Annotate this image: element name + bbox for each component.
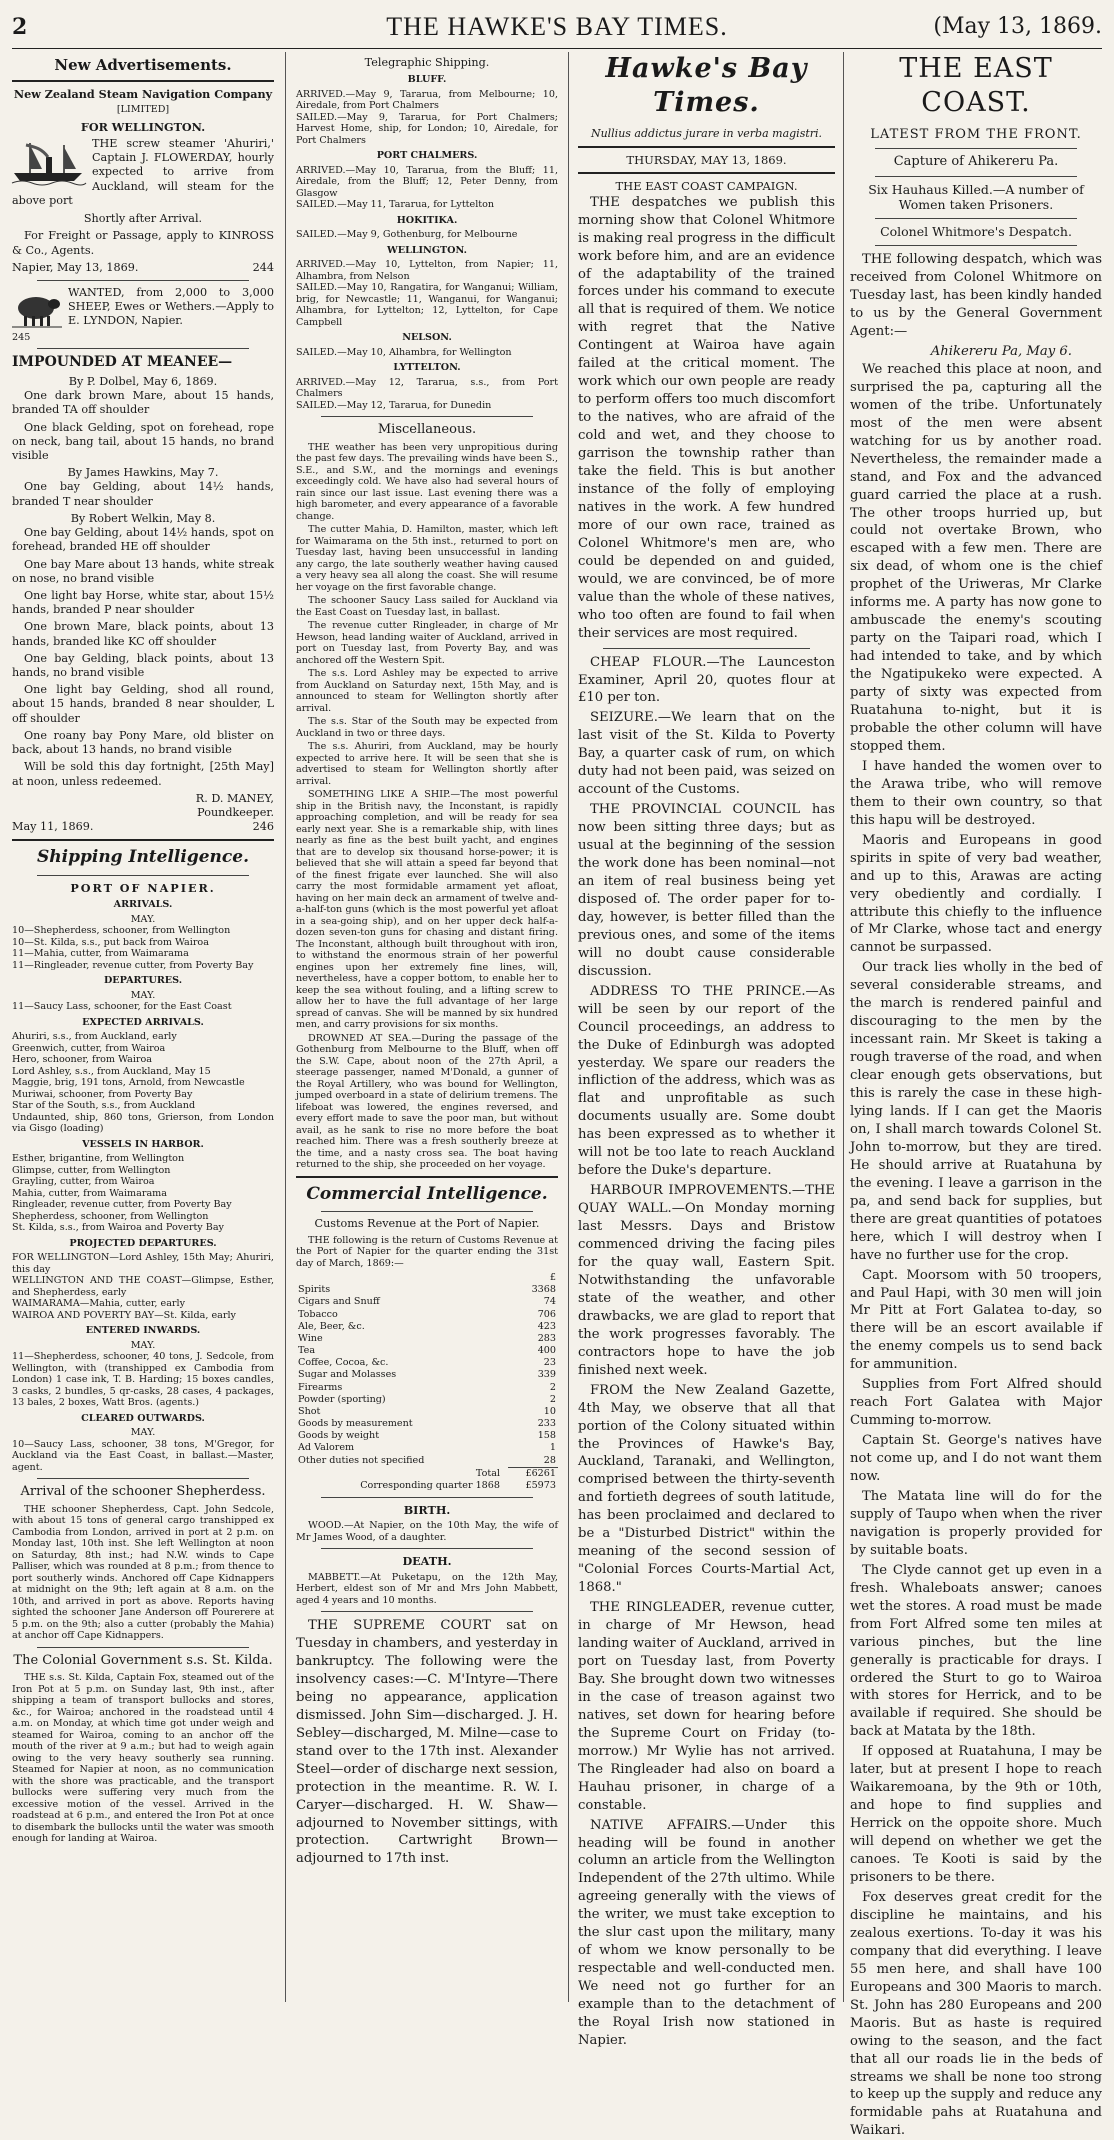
revenue-row [296,1455,558,1468]
revenue-amount: 283 [537,1332,556,1344]
revenue-item: Goods by measurement [298,1418,413,1430]
steamer-icon [12,139,86,187]
currency-symbol: £ [549,1272,556,1284]
revenue-amount: 28 [543,1454,556,1466]
issue-date: (May 13, 1869. [933,14,1102,39]
section-heading: New Advertisements. [54,56,232,74]
section-heading: Miscellaneous. [377,422,477,438]
editorial-body: THE despatches we publish this morning show that Colonel Whitmore is making real progress in the difficult work before him, and are an evidence of the adaptability of the trained forces under his command to execute all that is required of them. We notice with regret that the Native Contingent at Wairoa have again failed at the critical moment. The work which our own people are ready to perform offers too much discomfort to the natives, who are afraid of the cold and wet, and they choose to garrison the township rather than take the field. This is but another instance of the folly of employing natives in the work. A few hundred more of our own race, trained as Colonel Whitmore's men are, who could be depended on and guided, would, we are convinced, be of more value than the whole of these natives, who too often are found to fail when their services are most required. CHEAP FLOUR.—The Launceston Examiner, April 20, quotes flour at £10 per ton. SEIZURE.—We learn that on the last visit of the St. Kilda to Poverty Bay, a quarter cask of rum, on which duty had not been paid, was seized on account of the Customs. THE PROVINCIAL COUNCIL has now been sitting three days; but as usual at the beginning of the session the work done has been nominal—not an item of real business being yet disposed of. The order paper for to-day, however, is better filled than the previous ones, and some of the items will no doubt cause considerable discussion. ADDRESS TO THE PRINCE.—As will be seen by our report of the Council proceedings, an address to the Duke of Edinburgh was adopted yesterday. We spare our readers the infliction of the address, which was as flat and unprofitable as such documents usually are. Some doubt has been expressed as to whether it will not be too late to reach Auckland before the Duke's departure. HARBOUR IMPROVEMENTS.—THE QUAY WALL.—On Monday morning last Messrs. Days and Bristow commenced driving the facing piles for the quay wall, Eastern Spit. Notwithstanding the unfavorable state of the weather, and other drawbacks, we are glad to report that the work progresses favorably. The contractors hope to have the job finished next week. FROM the New Zealand Gazette, 4th May, we observe that all that portion of the Colony situated within the Provinces of Hawke's Bay, Auckland, Taranaki, and Wellington, comprised between the thirty-seventh and fortieth degrees of south latitude, has been proclaimed and declared to be a "Disturbed District" within the meaning of the second session of "Colonial Forces Courts-Martial Act, 1868." THE RINGLEADER, revenue cutter, in charge of Mr Hewson, head landing waiter of Auckland, arrived in port on Tuesday last, from Poverty Bay. She brought down two witnesses in the case of treason against two natives, set down for hearing before the Supreme Court on Friday (to-morrow.) Mr Wylie has not arrived. The Ringleader had also on board a Hauhau prisoner, in charge of a constable. NATIVE AFFAIRS.—Under this heading will be found in another column an article from the Wellington Independent of the 27th ultimo. While agreeing generally with the views of the writer, we must take exception to the slur cast upon the military, many of whom we know personally to be respectable and well-conducted men. We need not go further for an example than to the detachment of the Royal Irish now stationed in Napier. [578,194,835,2048]
revenue-item: Tea [298,1345,316,1357]
revenue-item: Goods by weight [298,1430,380,1442]
revenue-row [296,1430,558,1442]
column-rule [568,52,569,2002]
masthead [12,8,1102,49]
page-number: 2 [12,14,28,40]
revenue-item: Ale, Beer, &c. [298,1320,365,1332]
revenue-amount: 400 [537,1345,556,1357]
section-heading: THE EAST COAST CAMPAIGN. [615,179,798,194]
revenue-amount: 233 [537,1418,556,1430]
revenue-row [296,1345,558,1357]
revenue-amount: 74 [543,1296,556,1308]
column-editorial: Hawke's Bay Times. Nullius addictus jurare in verba magistri. THURSDAY, MAY 13, 1869. THE EAST COAST CAMPAIGN. THE despatches we publish this morning show that Colonel Whitmore is making real progress in the difficult work before him, and are an evidence of the adaptability of the trained forces under his command to execute all that is required of them. We notice with regret that the Native Contingent at Wairoa have again failed at the critical moment. The work which our own people are ready to perform offers too much discomfort to the natives, who are afraid of the cold and wet, and they choose to garrison the township rather than take the field. This is but another instance of the folly of employing natives in the work. A few hundred more of our own race, trained as Colonel Whitmore's men are, who could be depended on and guided, would, we are convinced, be of more value than the whole of these natives, who too often are found to fail when their services are most required. CHEAP FLOUR.—The Launceston Examiner, April 20, quotes flour at £10 per ton. SEIZURE.—We learn that on the last visit of the St. Kilda to Poverty Bay, a quarter cask of rum, on which duty had not been paid, was seized on account of the Customs. THE PROVINCIAL COUNCIL has now been sitting three days; but as usual at the beginning of the session the work done has been nominal—not an item of real business being yet disposed of. The order paper for to-day, however, is better filled than the previous ones, and some of the items will no doubt cause considerable discussion. ADDRESS TO THE PRINCE.—As will be seen by our report of the Council proceedings, an address to the Duke of Edinburgh was adopted yesterday. We spare our readers the infliction of the address, which was as flat and unprofitable as such documents usually are. Some doubt has been expressed as to whether it will not be too late to reach Auckland before the Duke's departure. HARBOUR IMPROVEMENTS.—THE QUAY WALL.—On Monday morning last Messrs. Days and Bristow commenced driving the facing piles for the quay wall, Eastern Spit. Notwithstanding the unfavorable state of the weather, and other drawbacks, we are glad to report that the work progresses favorably. The contractors hope to have the job finished next week. FROM the New Zealand Gazette, 4th May, we observe that all that portion of the Colony situated within the Provinces of Hawke's Bay, Auckland, Taranaki, and Wellington, comprised between the thirty-seventh and fortieth degrees of south latitude, has been proclaimed and declared to be a "Disturbed District" within the meaning of the second session of "Colonial Forces Courts-Martial Act, 1868." THE RINGLEADER, revenue cutter, in charge of Mr Hewson, head landing waiter of Auckland, arrived in port on Tuesday last, from Poverty Bay. She brought down two witnesses in the case of treason against two natives, set down for hearing before the Supreme Court on Friday (to-morrow.) Mr Wylie has not arrived. The Ringleader had also on board a Hauhau prisoner, in charge of a constable. NATIVE AFFAIRS.—Under this heading will be found in another column an article from the Wellington Independent of the 27th ultimo. While agreeing generally with the views of the writer, we must take exception to the slur cast upon the military, many of whom we know personally to be respectable and well-conducted men. We need not go further for an example than to the detachment of the Royal Irish now stationed in Napier. [578,53,835,2048]
revenue-item: Tobacco [298,1308,338,1320]
revenue-item: Coffee, Cocoa, &c. [298,1357,389,1369]
revenue-amount: 339 [537,1369,556,1381]
revenue-row [296,1296,558,1308]
revenue-item: Powder (sporting) [298,1393,386,1405]
newspaper-title: THE HAWKE'S BAY TIMES. [386,12,728,41]
revenue-item: Cigars and Snuff [298,1296,380,1308]
column-rule [285,52,286,2002]
section-heading: Telegraphic Shipping. [364,56,490,69]
miscellaneous-items: THE weather has been very unpropitious during the past few days. The prevailing winds have been S., S.E., and S.W., and the mornings and evenings exceedingly cold. We have also had several hours of rain since our last issue. Last evening there was a high barometer, and every appearance of a favorable change. The cutter Mahia, D. Hamilton, master, which left for Waimarama on the 5th inst., returned to port on Tuesday last, having been unsuccessful in landing any cargo, the late southerly weather having caused a very heavy sea all along the coast. She will resume her voyage on the first favorable change. The schooner Saucy Lass sailed for Auckland via the East Coast on Tuesday last, in ballast. The revenue cutter Ringleader, in charge of Mr Hewson, head landing waiter of Auckland, arrived in port on Tuesday last, from Poverty Bay, and was anchored off the Western Spit. The s.s. Lord Ashley may be expected to arrive from Auckland on Saturday next, 15th May, and is announced to steam for Wellington shortly after arrival. The s.s. Star of the South may be expected from Auckland in two or three days. The s.s. Ahuriri, from Auckland, may be hourly expected to arrive here. It will be seen that she is advertised to steam for Wellington shortly after arrival. SOMETHING LIKE A SHIP.—The most powerful ship in the British navy, the Inconstant, is rapidly approaching completion, and will be ready for sea early next year. She is a remarkable ship, with lines nearly as fine as the best built yacht, and engines that are to develop six thousand horse-power; it is believed that she will attain a speed far beyond that of the finest frigate ever launched. She will also carry the most formidable armament yet afloat, having on her main deck an armament of twelve and-a-half-ton guns (which is the most powerful yet afloat in a sea-going ship), and on her upper deck half-a-dozen seven-ton guns for chasing and distant firing. The Inconstant, although built throughout with iron, to withstand the enormous strain of her powerful engines upon her extremely fine lines, will, nevertheless, have a copper bottom, to enable her to keep the sea without fouling, and a lifting screw to allow her to have the full advantage of her large spread of canvas. She will be manned by six hundred men, and carry provisions for six months. DROWNED AT SEA.—During the passage of the Gothenburg from Melbourne to the Bluff, when off the S.W. Cape, about noon of the 27th April, a steerage passenger, named M'Donald, a gunner of the Royal Artillery, who was bound for Wellington, jumped overboard in a state of delirium tremens. The lifeboat was lowered, the engines reversed, and every effort made to save the poor man, but without avail, as he sank to rise no more before the boat reached him. There was a fresh southerly breeze at the time, and a nasty cross sea. The boat having returned to the ship, she proceeded on her voyage. [296,441,558,1171]
column-east-coast: THE EAST COAST. LATEST FROM THE FRONT. Capture of Ahikereru Pa. Six Hauhaus Killed.—A number of Women taken Prisoners. Colonel Whitmore's Despatch. THE following despatch, which was received from Colonel Whitmore on Tuesday last, has been kindly handed to us by the General Government Agent:— Ahikereru Pa, May 6. We reached this place at noon, and surprised the pa, capturing all the women of the tribe. Unfortunately most of the men were absent watching for us by another road. Nevertheless, the remainder made a stand, and Fox and the advanced guard carried the place at a rush. The other troops hurried up, but could not overtake Brown, who escaped with a few men. There are six dead, of whom one is the chief prophet of the Uriweras, Mr Clarke informs me. A party has now gone to ambuscade the enemy's scouting party on the Taipari road, which I had intended to take, and by which the Ngatipukeko were expected. A party of sixty was expected from Ruatahuna to-night, but it is probable the other column will have stopped them. I have handed the women over to the Arawa tribe, who will remove them to their own country, so that this hapu will be destroyed. Maoris and Europeans in good spirits in spite of very bad weather, and up to this, Arawas are acting very obediently and cordially. I attribute this chiefly to the influence of Mr Clarke, whose tact and energy cannot be surpassed. Our track lies wholly in the bed of several considerable streams, and the march is rendered painful and discouraging to the men by the incessant rain. Mr Skeet is taking a rough traverse of the road, and when clear enough gets observations, but this is rarely the case in these high-lying lands. If I can get the Maoris on, I shall march towards Colonel St. John to-morrow, but they are tired. He should arrive at Ruatahuna by the evening. I leave a garrison in the pa, and send back for supplies, but there are great quantities of potatoes here, which I will destroy when I have no further use for the crop. Capt. Moorsom with 50 troopers, and Paul Hapi, with 30 men will join Mr Pitt at Fort Galatea to-day, so there will be an escort available if the enemy compels us to send back for ammunition. Supplies from Fort Alfred should reach Fort Galatea with Major Cumming to-morrow. Captain St. George's natives have not come up, and I do not want them now. The Matata line will do for the supply of Taupo when when the river navigation is properly provided for by suitable boats. The Clyde cannot get up even in a fresh. Whaleboats answer; canoes wet the stores. A road must be made from Fort Alfred some ten miles at various pinches, but the line generally is practicable for drays. I ordered the Sturt to go to Wairoa with stores for Herrick, and to be available if required. She should be back at Matata by the 18th. If opposed at Ruatahuna, I may be later, but at present I hope to reach Waikaremoana, by the 9th or 10th, and hope to find supplies and Herrick on the oppoite shore. Much will depend on whether we get the canoes. Te Kooti is said by the prisoners to be there. Fox deserves great credit for the discipline he maintains, and his zealous exertions. To-day it was his company that did everything. I leave 55 men here, and shall have 100 Europeans and 300 Maoris to march. St. John has 280 Europeans and 200 Maoris. But as haste is required owing to the season, and the fact that all our roads lie in the beds of streams we shall be none too strong to keep up the supply and reduce any formidable pahs at Ruatahuna and Waikari. [850,53,1102,2139]
newspaper-page [12,8,1102,2139]
revenue-item: Firearms [298,1381,343,1393]
revenue-row [296,1357,558,1369]
revenue-row [296,1394,558,1406]
sheep-icon [12,288,62,330]
revenue-item: Wine [298,1332,323,1344]
impounded-heading: IMPOUNDED AT MEANEE— [12,354,233,371]
shipping-lists: ARRIVALS. MAY. 10—Shepherdess, schooner, from Wellington 10—St. Kilda, s.s., put back from Wairoa 11—Mahia, cutter, from Waimarama 11—Ringleader, revenue cutter, from Poverty Bay DEPARTURES. MAY. 11—Saucy Lass, schooner, for the East Coast EXPECTED ARRIVALS. Ahuriri, s.s., from Auckland, early Greenwich, cutter, from Wairoa Hero, schooner, from Wairoa Lord Ashley, s.s., from Auckland, May 15 Maggie, brig, 191 tons, Arnold, from Newcastle Muriwai, schooner, from Poverty Bay Star of the South, s.s., from Auckland Undaunted, ship, 860 tons, Grierson, from London via Gisgo (loading) VESSELS IN HARBOR. Esther, brigantine, from Wellington Glimpse, cutter, from Wellington Grayling, cutter, from Wairoa Mahia, cutter, from Waimarama Ringleader, revenue cutter, from Poverty Bay Shepherdess, schooner, from Wellington St. Kilda, s.s., from Wairoa and Poverty Bay PROJECTED DEPARTURES. FOR WELLINGTON—Lord Ashley, 15th May; Ahuriri, this day WELLINGTON AND THE COAST—Glimpse, Esther, and Shepherdess, early WAIMARAMA—Mahia, cutter, early WAIROA AND POVERTY BAY—St. Kilda, early ENTERED INWARDS. MAY. 11—Shepherdess, schooner, 40 tons, J. Sedcole, from Wellington, with (transhipped ex Cambodia from London) 1 case ink, T. B. Harding; 15 boxes candles, 3 casks, 2 bundles, 5 qr-casks, 28 cases, 4 packages, 13 bales, 2 boxes, Watt Bros. (agents.) CLEARED OUTWARDS. MAY. 10—Saucy Lass, schooner, 38 tons, M'Gregor, for Auckland via the East Coast, in ballast.—Master, agent. [12,899,274,1473]
revenue-row [296,1321,558,1333]
column-shipping-commercial: Telegraphic Shipping. BLUFF. ARRIVED.—May 9, Tararua, from Melbourne; 10, Airedale, from Port Chalmers SAILED.—May 9, Tararua, for Port Chalmers; Harvest Home, ship, for London; 10, Airedale, for Port Chalmers PORT CHALMERS. ARRIVED.—May 10, Tararua, from the Bluff; 11, Airedale, from the Bluff; 12, Peter Denny, from Glasgow SAILED.—May 11, Tararua, for Lyttelton HOKITIKA. SAILED.—May 9, Gothenburg, for Melbourne WELLINGTON. ARRIVED.—May 10, Lyttelton, from Napier; 11, Alhambra, from Nelson SAILED.—May 10, Rangatira, for Wanganui; William, brig, for Newcastle; 11, Wanganui, for Wanganui; Alhambra, for Lyttelton; 12, Lyttelton, for Cape Campbell NELSON. SAILED.—May 10, Alhambra, for Wellington LYTTELTON. ARRIVED.—May 12, Tararua, s.s., from Port Chalmers SAILED.—May 12, Tararua, for Dunedin Miscellaneous. THE weather has been very unpropitious during the past few days. The prevailing winds have been S., S.E., and S.W., and the mornings and evenings exceedingly cold. We have also had several hours of rain since our last issue. Last evening there was a high barometer, and every appearance of a favorable change. The cutter Mahia, D. Hamilton, master, which left for Waimarama on the 5th inst., returned to port on Tuesday last, having been unsuccessful in landing any cargo, the late southerly weather having caused a very heavy sea all along the coast. She will resume her voyage on the first favorable change. The schooner Saucy Lass sailed for Auckland via the East Coast on Tuesday last, in ballast. The revenue cutter Ringleader, in charge of Mr Hewson, head landing waiter of Auckland, arrived in port on Tuesday last, from Poverty Bay, and was anchored off the Western Spit. The s.s. Lord Ashley may be expected to arrive from Auckland on Saturday next, 15th May, and is announced to steam for Wellington shortly after arrival. The s.s. Star of the South may be expected from Auckland in two or three days. The s.s. Ahuriri, from Auckland, may be hourly expected to arrive here. It will be seen that she is advertised to steam for Wellington shortly after arrival. SOMETHING LIKE A SHIP.—The most powerful ship in the British navy, the Inconstant, is rapidly approaching completion, and will be ready for sea early next year. She is a remarkable ship, with lines nearly as fine as the best built yacht, and engines that are to develop six thousand horse-power; it is believed that she will attain a speed far beyond that of the finest frigate ever launched. She will also carry the most formidable armament yet afloat, having on her main deck an armament of twelve and-a-half-ton guns (which is the most powerful yet afloat in a sea-going ship), and on her upper deck half-a-dozen seven-ton guns for chasing and distant firing. The Inconstant, although built throughout with iron, to withstand the enormous strain of her powerful engines upon her extremely fine lines, will, nevertheless, have a copper bottom, to enable her to keep the sea without fouling, and a lifting screw to allow her to have the full advantage of her large spread of canvas. She will be manned by six hundred men, and carry provisions for six months. DROWNED AT SEA.—During the passage of the Gothenburg from Melbourne to the Bluff, when off the S.W. Cape, about noon of the 27th April, a steerage passenger, named M'Donald, a gunner of the Royal Artillery, who was bound for Wellington, jumped overboard in a state of delirium tremens. The lifeboat was lowered, the engines reversed, and every effort made to save the poor man, but without avail, as he sank to rise no more before the boat reached him. There was a fresh southerly breeze at the time, and a nasty cross sea. The boat having returned to the ship, she proceeded on her voyage. Commercial Intelligence. Customs Revenue at the Port of Napier. THE following is the return of Customs Revenue at the Port of Napier for the quarter ending the 31st day of March, 1869:— £ Spirits 3368 Cigars and Snuff 74 Tobacco 706 Ale, Beer, &c. 423 Wine 283 Tea 400 Coffee, Cocoa, &c. 23 Sugar and Molasses 339 Firearms 2 Powder (sporting) 2 Shot 10 Goods by measurement 233 Goods by weight 158 Ad Valorem 1 Other duties not specified 28 Total £6261 Corresponding quarter 1868 £5973 BIRTH. WOOD.—At Napier, on the 10th May, the wife of Mr James Wood, of a daughter. DEATH. MABBETT.—At Puketapu, on the 12th May, Herbert, eldest son of Mr and Mrs John Mabbett, aged 4 years and 10 months. THE SUPREME COURT sat on Tuesday in chambers, and yesterday in bankruptcy. The following were the insolvency cases:—C. M'Intyre—There being no appearance, application dismissed. John Sim—discharged. J. H. Sebley—discharged, M. Milne—case to stand over to the 17th inst. Alexander Steel—order of discharge next session, protection in the meantime. R. W. I. Caryer—discharged. H. W. Shaw—adjourned to November sittings, with protection. Cartwright Brown—adjourned to 17th inst. [296,56,558,1867]
revenue-item: Ad Valorem [298,1442,355,1454]
revenue-row [296,1369,558,1381]
revenue-amount: 158 [537,1430,556,1442]
revenue-row [296,1418,558,1430]
commercial-heading: Commercial Intelligence. [306,1183,548,1204]
shipping-heading: Shipping Intelligence. [37,847,249,868]
revenue-amount: 2 [549,1381,556,1393]
column-rule [843,52,844,2002]
revenue-item: Spirits [298,1284,331,1296]
revenue-row [296,1333,558,1345]
customs-revenue-table: £ Spirits 3368 Cigars and Snuff 74 Tobacco 706 Ale, Beer, &c. 423 Wine 283 Tea 400 Coffee, Cocoa, &c. 23 Sugar and Molasses 339 Firearms 2 Powder (sporting) 2 Shot 10 Goods by measurement 233 Goods by weight 158 Ad Valorem 1 Other duties not specified 28 Total £6261 Corresponding quarter 1868 £5973 [298,1272,556,1491]
column-advertisements: New Advertisements. New Zealand Steam Navigation Company [LIMITED] FOR WELLINGTON. THE screw steamer 'Ahuriri,' Captain J. FLOWERDAY, hourly expected to arrive from Auckland, will steam for the above port Shortly after Arrival. For Freight or Passage, apply to KINROSS & Co., Agents. Napier, May 13, 1869. 244 WANTED, from 2,000 to 3,000 SHEEP, Ewes or Wethers.—Apply to E. LYNDON, Napier. 245 IMPOUNDED AT MEANEE— By P. Dolbel, May 6, 1869. One dark brown Mare, about 15 hands, branded TA off shoulder One black Gelding, spot on forehead, rope on neck, bang tail, about 15 hands, no brand visible By James Hawkins, May 7. One bay Gelding, about 14½ hands, branded T near shoulder By Robert Welkin, May 8. One bay Gelding, about 14½ hands, spot on forehead, branded HE off shoulder One bay Mare about 13 hands, white streak on nose, no brand visible One light bay Horse, white star, about 15½ hands, branded P near shoulder One brown Mare, black points, about 13 hands, branded like KC off shoulder One bay Gelding, black points, about 13 hands, no brand visible One light bay Gelding, shod all round, about 15 hands, branded 8 near shoulder, L off shoulder One roany bay Pony Mare, old blister on back, about 13 hands, no brand visible Will be sold this day fortnight, [25th May] at noon, unless redeemed. R. D. MANEY, Poundkeeper. May 11, 1869. 246 Shipping Intelligence. PORT OF NAPIER. ARRIVALS. MAY. 10—Shepherdess, schooner, from Wellington 10—St. Kilda, s.s., put back from Wairoa 11—Mahia, cutter, from Waimarama 11—Ringleader, revenue cutter, from Poverty Bay DEPARTURES. MAY. 11—Saucy Lass, schooner, for the East Coast EXPECTED ARRIVALS. Ahuriri, s.s., from Auckland, early Greenwich, cutter, from Wairoa Hero, schooner, from Wairoa Lord Ashley, s.s., from Auckland, May 15 Maggie, brig, 191 tons, Arnold, from Newcastle Muriwai, schooner, from Poverty Bay Star of the South, s.s., from Auckland Undaunted, ship, 860 tons, Grierson, from London via Gisgo (loading) VESSELS IN HARBOR. Esther, brigantine, from Wellington Glimpse, cutter, from Wellington Grayling, cutter, from Wairoa Mahia, cutter, from Waimarama Ringleader, revenue cutter, from Poverty Bay Shepherdess, schooner, from Wellington St. Kilda, s.s., from Wairoa and Poverty Bay PROJECTED DEPARTURES. FOR WELLINGTON—Lord Ashley, 15th May; Ahuriri, this day WELLINGTON AND THE COAST—Glimpse, Esther, and Shepherdess, early WAIMARAMA—Mahia, cutter, early WAIROA AND POVERTY BAY—St. Kilda, early ENTERED INWARDS. MAY. 11—Shepherdess, schooner, 40 tons, J. Sedcole, from Wellington, with (transhipped ex Cambodia from London) 1 case ink, T. B. Harding; 15 boxes candles, 3 casks, 2 bundles, 5 qr-casks, 28 cases, 4 packages, 13 bales, 2 boxes, Watt Bros. (agents.) CLEARED OUTWARDS. MAY. 10—Saucy Lass, schooner, 38 tons, M'Gregor, for Auckland via the East Coast, in ballast.—Master, agent. Arrival of the schooner Shepherdess. THE schooner Shepherdess, Capt. John Sedcole, with about 15 tons of general cargo transhipped ex Cambodia from London, arrived in port at 2 p.m. on Monday last, 10th inst. She left Wellington at noon on Saturday, 8th inst.; had N.W. winds to Cape Palliser, which was rounded at 8 p.m.; from thence to port southerly winds. Anchored off Cape Kidnappers at midnight on the 9th; left again at 8 a.m. on the 10th, and arrived in port as above. Reports having sighted the schooner Jane Anderson off Pourerere at 5 p.m. on the 9th; also a cutter (probably the Mahia) at anchor off Cape Kidnappers. The Colonial Government s.s. St. Kilda. THE s.s. St. Kilda, Captain Fox, steamed out of the Iron Pot at 5 p.m. on Sunday last, 9th inst., after shipping a team of transport bullocks and stores, &c., for Wairoa; anchored in the roadstead until 4 a.m. on Monday, at which time got under weigh and steamed for Wairoa, coming to an anchor off the mouth of the river at 9 a.m.; but had to weigh again owing to the very heavy southerly sea running. Steamed for Napier at noon, as no communication with the shore was practicable, and the transport bullocks were suffering very much from the excessive motion of the vessel. Arrived in the roadstead at 6 p.m., and entered the Iron Pot at once to disembark the bullocks until the water was smooth enough for landing at Wairoa. [12,56,274,1845]
revenue-item: Sugar and Molasses [298,1369,397,1381]
revenue-row [296,1284,558,1296]
despatch-body: THE following despatch, which was received from Colonel Whitmore on Tuesday last, has been kindly handed to us by the General Government Agent:— Ahikereru Pa, May 6. We reached this place at noon, and surprised the pa, capturing all the women of the tribe. Unfortunately most of the men were absent watching for us by another road. Nevertheless, the remainder made a stand, and Fox and the advanced guard carried the place at a rush. The other troops hurried up, but could not overtake Brown, who escaped with a few men. There are six dead, of whom one is the chief prophet of the Uriweras, Mr Clarke informs me. A party has now gone to ambuscade the enemy's scouting party on the Taipari road, which I had intended to take, and by which the Ngatipukeko were expected. A party of sixty was expected from Ruatahuna to-night, but it is probable the other column will have stopped them. I have handed the women over to the Arawa tribe, who will remove them to their own country, so that this hapu will be destroyed. Maoris and Europeans in good spirits in spite of very bad weather, and up to this, Arawas are acting very obediently and cordially. I attribute this chiefly to the influence of Mr Clarke, whose tact and energy cannot be surpassed. Our track lies wholly in the bed of several considerable streams, and the march is rendered painful and discouraging to the men by the incessant rain. Mr Skeet is taking a rough traverse of the road, and when clear enough gets observations, but this is rarely the case in these high-lying lands. If I can get the Maoris on, I shall march towards Colonel St. John to-morrow, but they are tired. He should arrive at Ruatahuna by the evening. I leave a garrison in the pa, and send back for supplies, but there are great quantities of potatoes here, which I will destroy when I have no further use for the crop. Capt. Moorsom with 50 troopers, and Paul Hapi, with 30 men will join Mr Pitt at Fort Galatea to-day, so there will be an escort available if the enemy compels us to send back for ammunition. Supplies from Fort Alfred should reach Fort Galatea with Major Cumming to-morrow. Captain St. George's natives have not come up, and I do not want them now. The Matata line will do for the supply of Taupo when when the river navigation is properly provided for by suitable boats. The Clyde cannot get up even in a fresh. Whaleboats answer; canoes wet the stores. A road must be made from Fort Alfred some ten miles at various pinches, but the line generally is practicable for drays. I ordered the Sturt to go to Wairoa with stores for Herrick, and to be available if required. She should be back at Matata by the 18th. If opposed at Ruatahuna, I may be later, but at present I hope to reach Waikaremoana, by the 9th or 10th, and hope to find supplies and Herrick on the oppoite shore. Much will depend on whether we get the canoes. Te Kooti is said by the prisoners to be there. Fox deserves great credit for the discipline he maintains, and his zealous exertions. To-day it was his company that did everything. I leave 55 men here, and shall have 100 Europeans and 300 Maoris to march. St. John has 280 Europeans and 200 Maoris. But as haste is required owing to the season, and the fact that all our roads lie in the beds of streams we shall be none too strong to keep up the supply and reduce any formidable pahs at Ruatahuna and Waikari. [850,252,1102,2139]
revenue-item: Shot [298,1405,321,1417]
revenue-row [296,1406,558,1418]
ad-heading: New Zealand Steam Navigation Company [13,87,273,102]
revenue-amount: 23 [543,1357,556,1369]
revenue-row [296,1382,558,1394]
revenue-amount: 423 [537,1320,556,1332]
editorial-masthead: Hawke's Bay Times. [605,53,808,119]
east-coast-title: THE EAST COAST. [899,53,1053,119]
revenue-amount: 2 [549,1393,556,1405]
revenue-amount: 3368 [531,1284,556,1296]
revenue-amount: 706 [537,1308,556,1320]
supreme-court-item: THE SUPREME COURT sat on Tuesday in chambers, and yesterday in bankruptcy. The following were the insolvency cases:—C. M'Intyre—There being no appearance, application dismissed. John Sim—discharged. J. H. Sebley—discharged, M. Milne—case to stand over to the 17th inst. Alexander Steel—order of discharge next session, protection in the meantime. R. W. I. Caryer—discharged. H. W. Shaw—adjourned to November sittings, with protection. Cartwright Brown—adjourned to 17th inst. [296,1618,558,1867]
article-heading: The Colonial Government s.s. St. Kilda. [13,1652,273,1668]
sheep-ad: WANTED, from 2,000 to 3,000 SHEEP, Ewes or Wethers.—Apply to E. LYNDON, Napier. 245 [12,285,274,343]
revenue-row [296,1442,558,1454]
revenue-item: Other duties not specified [298,1454,425,1466]
revenue-row [296,1309,558,1321]
revenue-amount: 10 [543,1405,556,1417]
revenue-amount: 1 [549,1442,556,1454]
article-heading: Arrival of the schooner Shepherdess. [20,1484,266,1500]
ship-ad: THE screw steamer 'Ahuriri,' Captain J. FLOWERDAY, hourly expected to arrive from Auckland, will steam for the above port [12,136,274,207]
